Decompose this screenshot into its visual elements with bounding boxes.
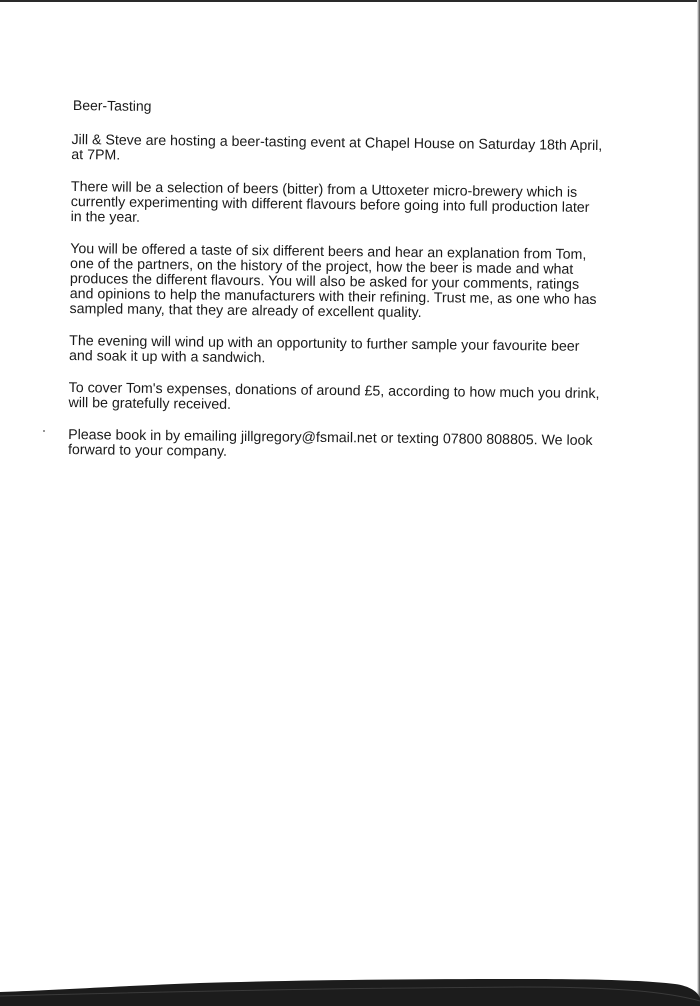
paragraph-evening: The evening will wind up with an opportunity to further sample your favourite beer and soak it up with a sandwich. <box>68 333 580 367</box>
scan-speck <box>43 430 45 432</box>
document-title: Beer-Tasting <box>72 97 152 114</box>
scan-top-edge <box>0 0 700 2</box>
document-body <box>64 97 603 481</box>
paragraph-event: Jill & Steve are hosting a beer-tasting event at Chapel House on Saturday 18th April, at 7PM. <box>71 132 603 164</box>
paragraph-donations: To cover Tom's expenses, donations of around £5, according to how much you drink, will be gratefully received. <box>68 380 600 413</box>
scan-bottom-edge <box>0 974 700 1006</box>
paragraph-brewery: There will be a selection of beers (bitter) from a Uttoxeter micro-brewery which is currently experimenting with different flavours before going into full production later in the year. <box>70 179 590 226</box>
paragraph-booking: Please book in by emailing jillgregory@fsmail.net or texting 07800 808805. We look forward to your company. <box>67 427 593 460</box>
paragraph-tasting: You will be offered a taste of six different beers and hear an explanation from Tom, one of the partners, on the history of the project, how the beer is made and what produces the different flavours. You will also be asked for your comments, ratings and opinions to help the manufacturers with their refining. Trust me, as one who has sampled many, that they are already of excellent quality. <box>69 241 597 322</box>
